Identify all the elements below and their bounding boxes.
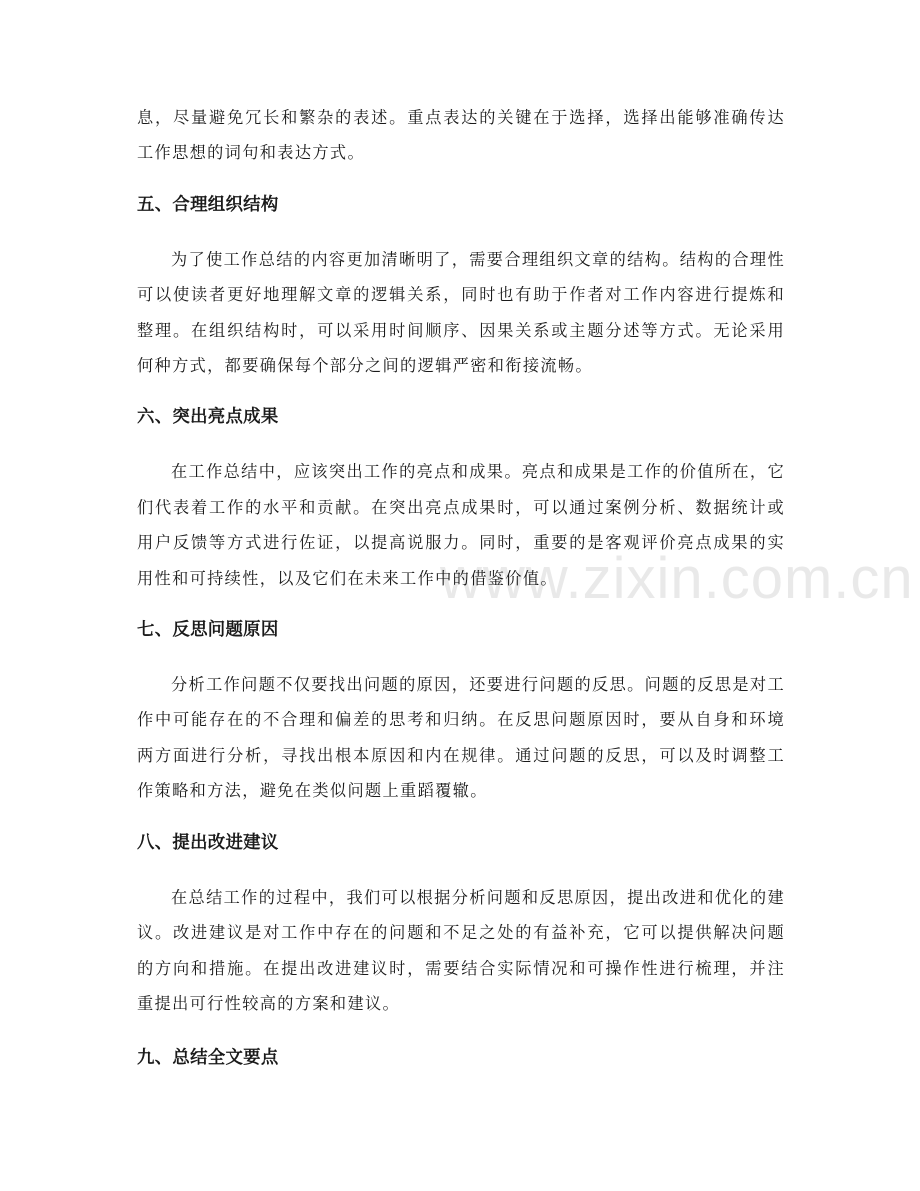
section-paragraph-8: 在总结工作的过程中，我们可以根据分析问题和反思原因，提出改进和优化的建议。改进建议是对工作中存在的问题和不足之处的有益补充，它可以提供解决问题的方向和措施。在提出改进建议时，需要结合实际情况和可操作性进行梳理，并注重提出可行性较高的方案和建议。 [137,887,785,1013]
section-paragraph-7: 分析工作问题不仅要找出问题的原因，还要进行问题的反思。问题的反思是对工作中可能存在的不合理和偏差的思考和归纳。在反思问题原因时，要从自身和环境两方面进行分析，寻找出根本原因和内在规律。通过问题的反思，可以及时调整工作策略和方法，避免在类似问题上重蹈覆辙。 [137,675,785,801]
section-paragraph-6: 在工作总结中，应该突出工作的亮点和成果。亮点和成果是工作的价值所在，它们代表着工作的水平和贡献。在突出亮点成果时，可以通过案例分析、数据统计或用户反馈等方式进行佐证，以提高说服力。同时，重要的是客观评价亮点成果的实用性和可持续性，以及它们在未来工作中的借鉴价值。 [137,462,785,588]
section-heading-9: 九、总结全文要点 [137,1048,279,1069]
watermark: www.zixin.com.cn [440,546,914,611]
section-paragraph-5: 为了使工作总结的内容更加清晰明了，需要合理组织文章的结构。结构的合理性可以使读者更好地理解文章的逻辑关系，同时也有助于作者对工作内容进行提炼和整理。在组织结构时，可以采用时间顺序、因果关系或主题分述等方式。无论采用何种方式，都要确保每个部分之间的逻辑严密和衔接流畅。 [137,249,785,376]
document-body [137,100,785,1073]
section-heading-7: 七、反思问题原因 [137,620,279,641]
section-heading-8: 八、提出改进建议 [137,832,279,853]
section-heading-5: 五、合理组织结构 [137,194,279,215]
paragraph-continued: 息，尽量避免冗长和繁杂的表述。重点表达的关键在于选择，选择出能够准确传达工作思想的词句和表达方式。 [137,108,785,163]
section-heading-6: 六、突出亮点成果 [137,407,279,428]
